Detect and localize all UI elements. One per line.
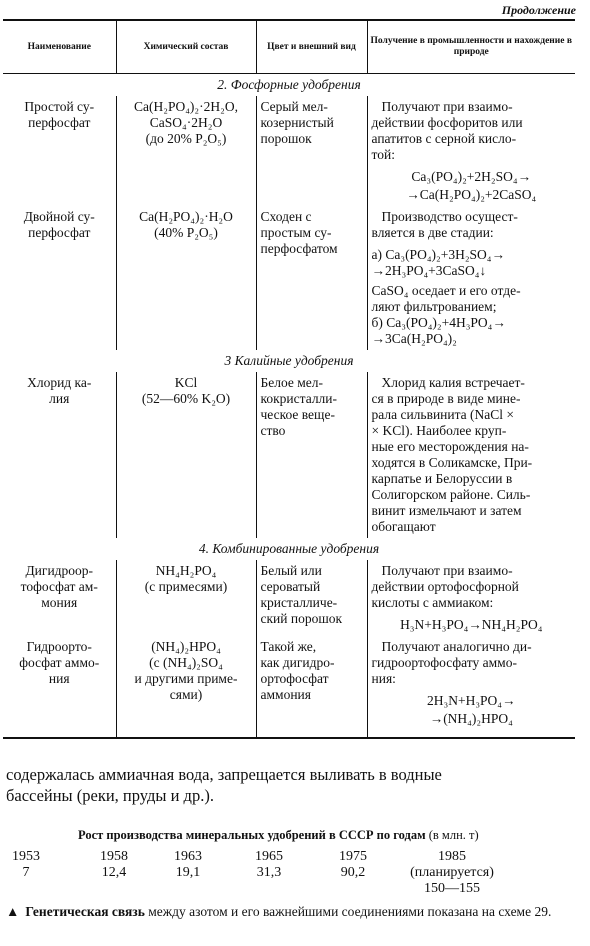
appearance-line: Такой же, [260, 639, 317, 654]
growth-value: 12,4 [101, 865, 127, 880]
equation-line: →3Ca(H₂PO₄)₂ [371, 331, 457, 346]
production-line: действии ортофосфорной [371, 579, 519, 594]
growth-unit: (в млн. т) [428, 828, 479, 842]
appearance-line: ский порошок [260, 611, 343, 626]
appearance-line: Белое мел- [260, 375, 324, 390]
production-line: Хлорид калия встречает- [381, 375, 525, 390]
equation-line: Ca₃(PO₄)₂+2H₂SO₄→ [411, 169, 532, 184]
name-line: лия [49, 391, 70, 406]
fertilizer-name [3, 372, 116, 538]
section-title: 3 Калийные удобрения [224, 353, 354, 368]
fertilizer-appearance [256, 96, 367, 206]
appearance-line: Серый мел- [260, 99, 328, 114]
name-line: Двойной су- [23, 209, 95, 224]
section-title: 2. Фосфорные удобрения [217, 77, 361, 92]
production-line: Получают аналогично ди- [381, 639, 532, 654]
production-line: Производство осущест- [381, 209, 518, 224]
growth-column [331, 849, 375, 881]
appearance-line: простым су- [260, 225, 332, 240]
fertilizer-name [3, 96, 116, 206]
growth-column [6, 849, 46, 881]
growth-value-extra: 150—155 [424, 881, 480, 896]
paragraph-line: бассейны (реки, пруды и др.). [6, 786, 214, 805]
appearance-line: аммония [260, 687, 311, 702]
fertilizer-table [3, 19, 575, 739]
growth-column [92, 849, 136, 881]
name-line: мония [41, 595, 78, 610]
production-line: CaSO₄ оседает и его отде- [371, 283, 521, 298]
composition-line: (40% P₂O₅) [154, 225, 218, 240]
fertilizer-name [3, 560, 116, 636]
composition-line: сями) [169, 687, 203, 702]
growth-value: (планируется) [410, 865, 494, 880]
name-line: Простой су- [24, 99, 95, 114]
production-line: апатитов с серной кисло- [371, 131, 517, 146]
table-header-row [3, 20, 575, 74]
fertilizer-composition [116, 206, 256, 350]
production-line: × KCl). Наиболее круп- [371, 423, 507, 438]
growth-column [247, 849, 291, 881]
production-line: ходятся в Соликамске, При- [371, 455, 533, 470]
composition-line: (до 20% P₂O₅) [145, 131, 227, 146]
table-row [3, 372, 575, 538]
equation-line: →(NH₄)₂HPO₄ [429, 711, 513, 726]
composition-line: (с примесями) [144, 579, 228, 594]
composition-line: NH₄H₂PO₄ [155, 563, 217, 578]
note-bold: Генетическая связь [25, 904, 145, 919]
paragraph-line: содержалась аммиачная вода, запрещается выливать в водные [6, 765, 442, 784]
appearance-line: ческое веще- [260, 407, 335, 422]
fertilizer-composition [116, 372, 256, 538]
production-line: рала сильвинита (NaCl × [371, 407, 515, 422]
table-row [3, 206, 575, 350]
header-composition: Химический состав [116, 20, 256, 74]
fertilizer-composition [116, 560, 256, 636]
name-line: фосфат аммо- [19, 655, 100, 670]
fertilizer-appearance [256, 372, 367, 538]
composition-line: Ca(H₂PO₄)₂·H₂O [139, 209, 233, 224]
growth-year: 1975 [339, 849, 367, 864]
composition-line: (NH₄)₂HPO₄ [151, 639, 221, 654]
equation-line: →Ca(H₂PO₄)₂+2CaSO₄ [406, 187, 537, 202]
appearance-line: Белый или [260, 563, 322, 578]
triangle-icon: ▲ [6, 904, 20, 919]
equation-line: 2H₃N+H₃PO₄→ [427, 693, 516, 708]
section-title: 4. Комбинированные удобрения [198, 541, 380, 556]
fertilizer-production [367, 206, 575, 350]
production-line: Солигорском районе. Силь- [371, 487, 531, 502]
production-line: вляется в две стадии: [371, 225, 494, 240]
appearance-line: кокристалли- [260, 391, 338, 406]
growth-value: 90,2 [340, 865, 366, 880]
production-line: ляют фильтрованием; [371, 299, 497, 314]
name-line: Дигидроор- [25, 563, 94, 578]
fertilizer-appearance [256, 636, 367, 738]
growth-value: 7 [22, 865, 30, 880]
fertilizer-production [367, 372, 575, 538]
equation-line: б) Ca₃(PO₄)₂+4H₃PO₄→ [371, 315, 506, 330]
production-line: обогащают [371, 519, 436, 534]
growth-year: 1953 [12, 849, 40, 864]
appearance-line: как дигидро- [260, 655, 335, 670]
table-row [3, 636, 575, 738]
equation-line: H₃N+H₃PO₄→NH₄H₂PO₄ [400, 617, 543, 632]
growth-column [166, 849, 210, 881]
fertilizer-name [3, 206, 116, 350]
note [6, 903, 581, 920]
production-line: винит измельчают и затем [371, 503, 522, 518]
production-line: ния: [371, 671, 396, 686]
fertilizer-appearance [256, 206, 367, 350]
growth-value: 31,3 [256, 865, 282, 880]
note-text: между азотом и его важнейшими соединениями показана на схеме 29. [148, 904, 552, 919]
name-line: тофосфат ам- [20, 579, 98, 594]
growth-year: 1963 [174, 849, 202, 864]
production-line: той: [371, 147, 395, 162]
header-production: Получение в промышленности и нахождение в природе [367, 20, 575, 74]
equation-line: а) Ca₃(PO₄)₂+3H₂SO₄→ [371, 247, 506, 262]
fertilizer-production [367, 636, 575, 738]
table-row [3, 96, 575, 206]
appearance-line: ство [260, 423, 286, 438]
production-line: ные его месторождения на- [371, 439, 529, 454]
fertilizer-appearance [256, 560, 367, 636]
production-line: кислоты с аммиаком: [371, 595, 494, 610]
appearance-line: порошок [260, 131, 312, 146]
appearance-line: ортофосфат [260, 671, 329, 686]
appearance-line: козернистый [260, 115, 334, 130]
production-line: Получают при взаимо- [381, 99, 513, 114]
composition-line: KCl [174, 375, 198, 390]
production-line: ся в природе в виде мине- [371, 391, 521, 406]
composition-line: (с (NH₄)₂SO₄ [149, 655, 223, 670]
header-appearance: Цвет и внешний вид [256, 20, 367, 74]
appearance-line: сероватый [260, 579, 321, 594]
name-line: Хлорид ка- [27, 375, 92, 390]
production-line: гидроортофосфату аммо- [371, 655, 517, 670]
continuation-label: Продолжение [501, 3, 576, 17]
composition-line: CaSO₄·2H₂O [149, 115, 223, 130]
growth-year: 1958 [100, 849, 128, 864]
appearance-line: кристалличе- [260, 595, 338, 610]
table-row [3, 560, 575, 636]
fertilizer-composition [116, 96, 256, 206]
composition-line: Ca(H₂PO₄)₂·2H₂O, [134, 99, 238, 114]
fertilizer-composition [116, 636, 256, 738]
fertilizer-production [367, 560, 575, 636]
growth-year: 1985 [438, 849, 466, 864]
growth-value: 19,1 [175, 865, 201, 880]
growth-title-text: Рост производства минеральных удобрений в СССР по годам [78, 828, 426, 842]
composition-line: и другими приме- [134, 671, 238, 686]
fertilizer-name [3, 636, 116, 738]
growth-title [78, 828, 479, 843]
name-line: перфосфат [28, 115, 91, 130]
production-line: Получают при взаимо- [381, 563, 513, 578]
appearance-line: Сходен с [260, 209, 312, 224]
appearance-line: перфосфатом [260, 241, 338, 256]
fertilizer-production [367, 96, 575, 206]
header-name: Наименование [3, 20, 116, 74]
equation-line: →2H₃PO₄+3CaSO₄↓ [371, 263, 487, 278]
growth-column [392, 849, 512, 897]
production-line: действии фосфоритов или [371, 115, 523, 130]
name-line: перфосфат [28, 225, 91, 240]
name-line: ния [48, 671, 70, 686]
growth-year: 1965 [255, 849, 283, 864]
composition-line: (52—60% K₂O) [141, 391, 231, 406]
name-line: Гидроорто- [26, 639, 92, 654]
production-line: карпатье и Белоруссии в [371, 471, 513, 486]
body-paragraph [6, 764, 578, 806]
